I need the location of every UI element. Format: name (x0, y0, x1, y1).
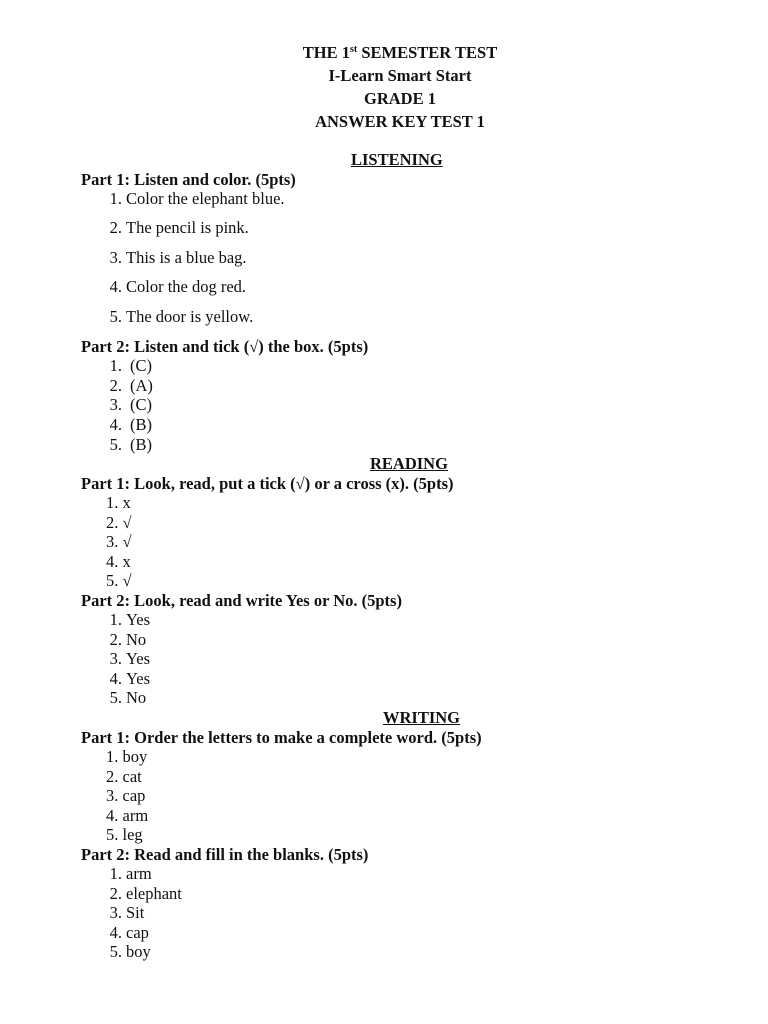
list-item: 4. Color the dog red. (109, 277, 247, 296)
writing-part1-title: Part 1: Order the letters to make a complete word. (5pts) (81, 728, 482, 747)
list-item: 5. boy (109, 942, 151, 961)
section-reading-title: READING (370, 454, 448, 473)
answer-key-title: ANSWER KEY TEST 1 (315, 112, 485, 131)
list-item: 1. boy (106, 747, 148, 766)
listening-part1-title: Part 1: Listen and color. (5pts) (81, 170, 296, 189)
list-item: 4. x (106, 552, 131, 571)
list-item: 2.(A) (109, 376, 153, 395)
list-item: 5. leg (106, 825, 143, 844)
list-item: 2. The pencil is pink. (109, 218, 249, 237)
list-item: 5. No (109, 688, 147, 707)
list-item: 5. The door is yellow. (109, 307, 254, 326)
list-item: 1.(C) (109, 356, 152, 375)
reading-part1-title: Part 1: Look, read, put a tick (√) or a cross (x). (5pts) (81, 474, 454, 493)
title-prefix: THE 1 (302, 43, 350, 62)
list-item: 2. cat (106, 767, 142, 786)
listening-part2-title: Part 2: Listen and tick (√) the box. (5pts) (81, 337, 369, 356)
list-item: 5. √ (106, 571, 132, 590)
list-item: 4. arm (106, 806, 149, 825)
list-item: 4.(B) (109, 415, 152, 434)
list-item: 1. Color the elephant blue. (109, 189, 285, 208)
list-item: 1. arm (109, 864, 152, 883)
grade-label: GRADE 1 (364, 89, 436, 108)
list-item: 3. Yes (109, 649, 151, 668)
list-item: 3. cap (106, 786, 146, 805)
list-item: 3. Sit (109, 903, 145, 922)
list-item: 3. √ (106, 532, 132, 551)
list-item: 2. No (109, 630, 147, 649)
list-item: 3.(C) (109, 395, 152, 414)
writing-part2-title: Part 2: Read and fill in the blanks. (5pts) (81, 845, 369, 864)
list-item: 4. cap (109, 923, 149, 942)
list-item: 3. This is a blue bag. (109, 248, 247, 267)
test-title (0, 43, 768, 63)
section-listening-title: LISTENING (351, 150, 443, 169)
reading-part2-title: Part 2: Look, read and write Yes or No. (5pts) (81, 591, 402, 610)
list-item: 5.(B) (109, 435, 152, 454)
title-superscript: st (349, 44, 358, 55)
list-item: 2. elephant (109, 884, 182, 903)
list-item: 4. Yes (109, 669, 151, 688)
list-item: 1. Yes (109, 610, 151, 629)
list-item: 1. x (106, 493, 131, 512)
title-suffix: SEMESTER TEST (357, 43, 498, 62)
section-writing-title: WRITING (383, 708, 461, 727)
list-item: 2. √ (106, 513, 132, 532)
course-name: I-Learn Smart Start (328, 66, 472, 85)
